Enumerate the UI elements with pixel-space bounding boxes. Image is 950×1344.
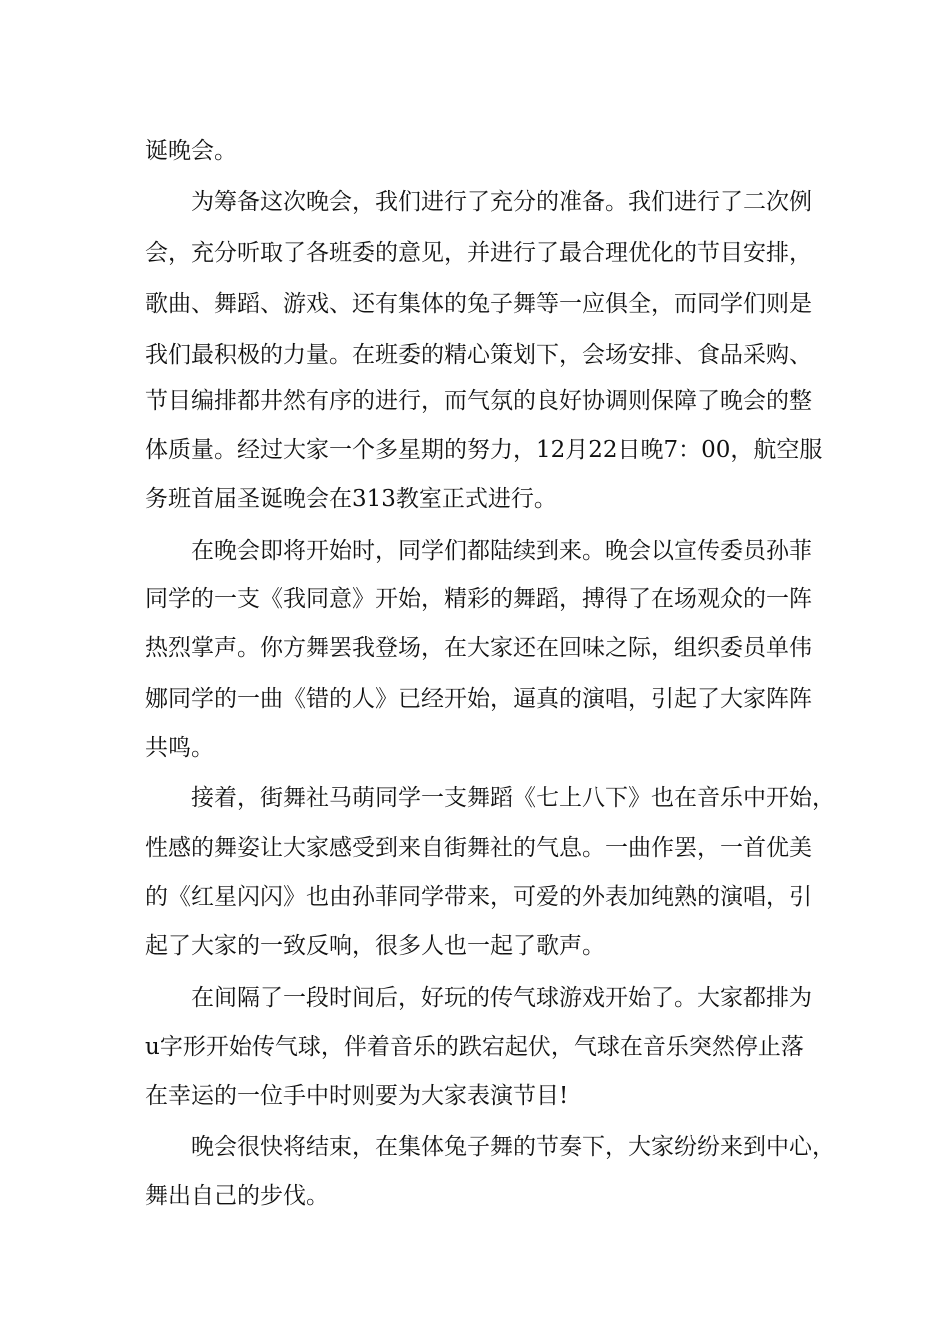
text-line: 务班首届圣诞晚会在313教室正式进行。 [145,486,557,512]
text-line: 体质量。经过大家一个多星期的努力，12月22日晚7：00，航空服 [145,437,823,463]
text-line: 性感的舞姿让大家感受到来自街舞社的气息。一曲作罢，一首优美 [145,835,812,861]
text-line: 会，充分听取了各班委的意见，并进行了最合理优化的节目安排， [145,240,812,266]
paragraph-first-line: 接着，街舞社马萌同学一支舞蹈《七上八下》也在音乐中开始， [191,785,835,811]
text-line: 娜同学的一曲《错的人》已经开始，逼真的演唱，引起了大家阵阵 [145,686,812,712]
paragraph-first-line: 在晚会即将开始时，同学们都陆续到来。晚会以宣传委员孙菲 [191,538,812,564]
text-line: 共鸣。 [145,735,214,761]
text-line: 热烈掌声。你方舞罢我登场，在大家还在回味之际，组织委员单伟 [145,635,812,661]
text-line: u字形开始传气球，伴着音乐的跌宕起伏，气球在音乐突然停止落 [145,1034,804,1060]
text-line: 节目编排都井然有序的进行，而气氛的良好协调则保障了晚会的整 [145,388,812,414]
paragraph-first-line: 晚会很快将结束，在集体兔子舞的节奏下，大家纷纷来到中心， [191,1134,835,1160]
text-line: 起了大家的一致反响，很多人也一起了歌声。 [145,933,605,959]
text-line: 歌曲、舞蹈、游戏、还有集体的兔子舞等一应俱全，而同学们则是 [145,291,812,317]
text-line: 的《红星闪闪》也由孙菲同学带来，可爱的外表加纯熟的演唱，引 [145,884,812,910]
text-line: 同学的一支《我同意》开始，精彩的舞蹈，搏得了在场观众的一阵 [145,586,812,612]
text-line: 在幸运的一位手中时则要为大家表演节目! [145,1083,569,1109]
text-line: 诞晚会。 [145,138,237,164]
paragraph-first-line: 在间隔了一段时间后，好玩的传气球游戏开始了。大家都排为 [191,985,812,1011]
text-line: 舞出自己的步伐。 [145,1183,329,1209]
paragraph-first-line: 为筹备这次晚会，我们进行了充分的准备。我们进行了二次例 [191,189,812,215]
text-line: 我们最积极的力量。在班委的精心策划下，会场安排、食品采购、 [145,342,812,368]
